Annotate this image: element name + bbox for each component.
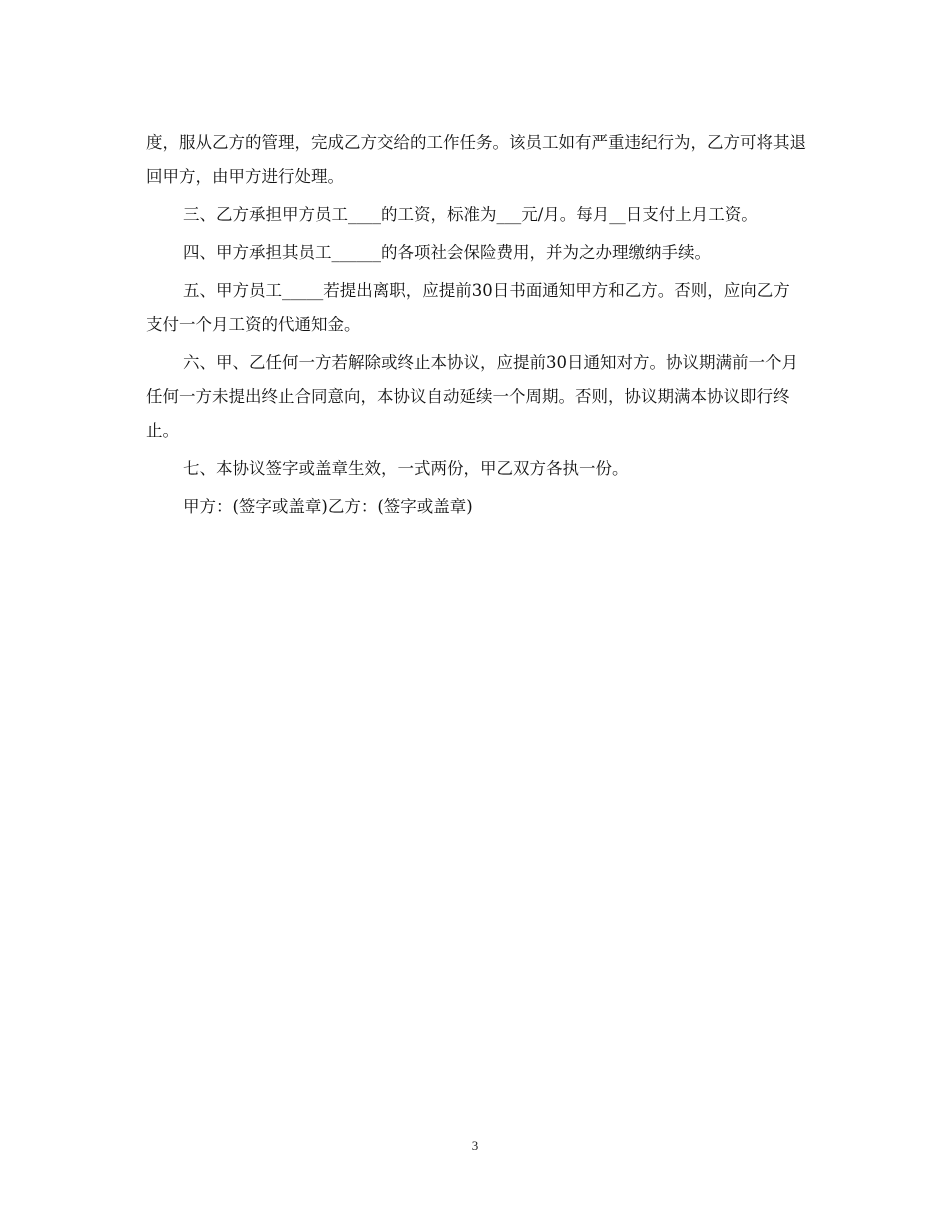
paragraph-continuation: 度，服从乙方的管理，完成乙方交给的工作任务。该员工如有严重违纪行为，乙方可将其退回甲方，由甲方进行处理。 [146,133,806,186]
signature-line: 甲方：(签字或盖章)乙方：(签字或盖章) [183,497,473,516]
paragraph-clause-6: 六、甲、乙任何一方若解除或终止本协议，应提前30日通知对方。协议期满前一个月任何一方未提出终止合同意向，本协议自动延续一个周期。否则，协议期满本协议即行终止。 [146,353,798,440]
document-body [146,126,806,524]
paragraph-clause-7: 七、本协议签字或盖章生效，一式两份，甲乙双方各执一份。 [183,459,629,478]
paragraph-clause-4: 四、甲方承担其员工______的各项社会保险费用，并为之办理缴纳手续。 [183,243,711,262]
paragraph-clause-5: 五、甲方员工_____若提出离职，应提前30日书面通知甲方和乙方。否则，应向乙方支付一个月工资的代通知金。 [146,281,790,334]
paragraph-clause-3: 三、乙方承担甲方员工____的工资，标准为___元/月。每月__日支付上月工资。 [183,205,758,224]
page-number: 3 [471,1138,479,1153]
